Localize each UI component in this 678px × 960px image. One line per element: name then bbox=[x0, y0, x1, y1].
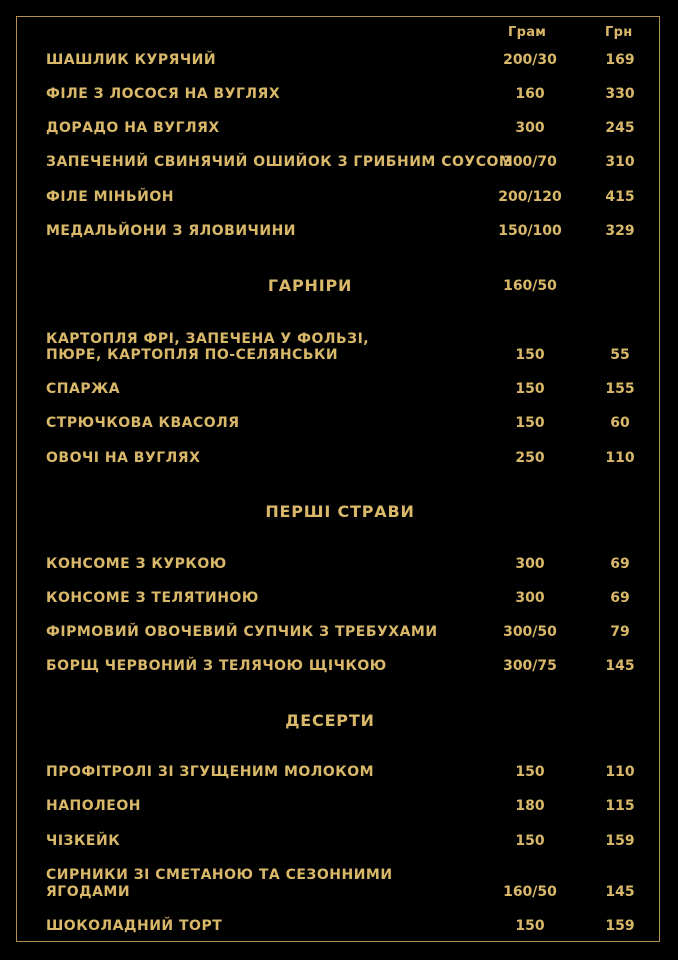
item-name: ПРОФІТРОЛІ ЗІ ЗГУЩЕНИМ МОЛОКОМ bbox=[46, 764, 375, 780]
item-name-line1: СИРНИКИ ЗІ СМЕТАНОЮ ТА СЕЗОННИМИ bbox=[46, 867, 393, 883]
menu-item bbox=[0, 330, 678, 370]
menu-item bbox=[0, 797, 678, 817]
item-price: 245 bbox=[605, 120, 635, 136]
item-price: 145 bbox=[605, 884, 635, 900]
section-gram bbox=[0, 277, 678, 297]
item-name: СТРЮЧКОВА КВАСОЛЯ bbox=[46, 415, 240, 431]
item-price: 169 bbox=[605, 52, 635, 68]
item-price: 159 bbox=[605, 833, 635, 849]
item-gram: 150 bbox=[515, 381, 545, 397]
item-price: 329 bbox=[605, 223, 635, 239]
item-gram: 250 bbox=[515, 450, 545, 466]
gram-column-header: Грам bbox=[508, 25, 547, 40]
menu-item bbox=[0, 917, 678, 937]
item-gram: 150 bbox=[515, 764, 545, 780]
item-name: ФІРМОВИЙ ОВОЧЕВИЙ СУПЧИК З ТРЕБУХАМИ bbox=[46, 624, 438, 640]
item-price: 145 bbox=[605, 658, 635, 674]
item-price: 60 bbox=[610, 415, 630, 431]
item-name: ШАШЛИК КУРЯЧИЙ bbox=[46, 52, 217, 68]
item-gram: 200/30 bbox=[503, 52, 557, 68]
menu-item bbox=[0, 866, 678, 906]
menu-item bbox=[0, 153, 678, 173]
item-name: ЗАПЕЧЕНИЙ СВИНЯЧИЙ ОШИЙОК З ГРИБНИМ СОУСОМ bbox=[46, 154, 514, 170]
menu-item bbox=[0, 555, 678, 575]
item-price: 55 bbox=[610, 347, 630, 363]
item-name-line2: ЯГОДАМИ bbox=[46, 884, 131, 900]
item-name-line1: КАРТОПЛЯ ФРІ, ЗАПЕЧЕНА У ФОЛЬЗІ, bbox=[46, 331, 370, 347]
item-name: СПАРЖА bbox=[46, 381, 121, 397]
item-name: ФІЛЕ МІНЬЙОН bbox=[46, 189, 175, 205]
item-name: МЕДАЛЬЙОНИ З ЯЛОВИЧИНИ bbox=[46, 223, 297, 239]
menu-item bbox=[0, 51, 678, 71]
menu-item bbox=[0, 657, 678, 677]
menu-item bbox=[0, 414, 678, 434]
price-column-header: Грн bbox=[605, 25, 633, 40]
menu-item bbox=[0, 589, 678, 609]
menu-item bbox=[0, 380, 678, 400]
menu-item bbox=[0, 188, 678, 208]
item-gram: 160 bbox=[515, 86, 545, 102]
item-price: 159 bbox=[605, 918, 635, 934]
item-name: ДОРАДО НА ВУГЛЯХ bbox=[46, 120, 220, 136]
item-gram: 300 bbox=[515, 120, 545, 136]
item-price: 110 bbox=[605, 764, 635, 780]
item-name: КОНСОМЕ З КУРКОЮ bbox=[46, 556, 227, 572]
menu-item bbox=[0, 119, 678, 139]
menu-item bbox=[0, 763, 678, 783]
item-price: 69 bbox=[610, 556, 630, 572]
menu-item bbox=[0, 85, 678, 105]
item-name: ШОКОЛАДНИЙ ТОРТ bbox=[46, 918, 223, 934]
item-price: 79 bbox=[610, 624, 630, 640]
item-gram: 300 bbox=[515, 556, 545, 572]
item-price: 155 bbox=[605, 381, 635, 397]
item-gram: 150/100 bbox=[498, 223, 562, 239]
item-gram: 150 bbox=[515, 347, 545, 363]
item-name: ФІЛЕ З ЛОСОСЯ НА ВУГЛЯХ bbox=[46, 86, 281, 102]
item-price: 310 bbox=[605, 154, 635, 170]
menu-item bbox=[0, 222, 678, 242]
item-name: ОВОЧІ НА ВУГЛЯХ bbox=[46, 450, 201, 466]
item-name: ЧІЗКЕЙК bbox=[46, 833, 121, 849]
item-gram: 300/50 bbox=[503, 624, 557, 640]
item-gram: 180 bbox=[515, 798, 545, 814]
item-gram: 150 bbox=[515, 833, 545, 849]
item-name-line2: ПЮРЕ, КАРТОПЛЯ ПО-СЕЛЯНСЬКИ bbox=[46, 347, 339, 363]
item-name: НАПОЛЕОН bbox=[46, 798, 141, 814]
menu-item bbox=[0, 449, 678, 469]
item-gram: 300 bbox=[515, 590, 545, 606]
item-gram: 150 bbox=[515, 918, 545, 934]
section-title-soups: ПЕРШІ СТРАВИ bbox=[265, 502, 415, 521]
item-gram: 200/120 bbox=[498, 189, 562, 205]
menu-item bbox=[0, 832, 678, 852]
section-title-desserts: ДЕСЕРТИ bbox=[285, 711, 375, 730]
item-gram: 160/50 bbox=[503, 884, 557, 900]
item-gram: 300/70 bbox=[503, 154, 557, 170]
item-price: 110 bbox=[605, 450, 635, 466]
section-title-garnish: ГАРНІРИ bbox=[267, 276, 353, 295]
item-name: КОНСОМЕ З ТЕЛЯТИНОЮ bbox=[46, 590, 259, 606]
item-price: 115 bbox=[605, 798, 635, 814]
menu-item bbox=[0, 623, 678, 643]
item-price: 330 bbox=[605, 86, 635, 102]
item-name: БОРЩ ЧЕРВОНИЙ З ТЕЛЯЧОЮ ЩІЧКОЮ bbox=[46, 658, 387, 674]
item-price: 415 bbox=[605, 189, 635, 205]
item-gram: 160/50 bbox=[503, 278, 557, 294]
item-gram: 150 bbox=[515, 415, 545, 431]
item-price: 69 bbox=[610, 590, 630, 606]
item-gram: 300/75 bbox=[503, 658, 557, 674]
